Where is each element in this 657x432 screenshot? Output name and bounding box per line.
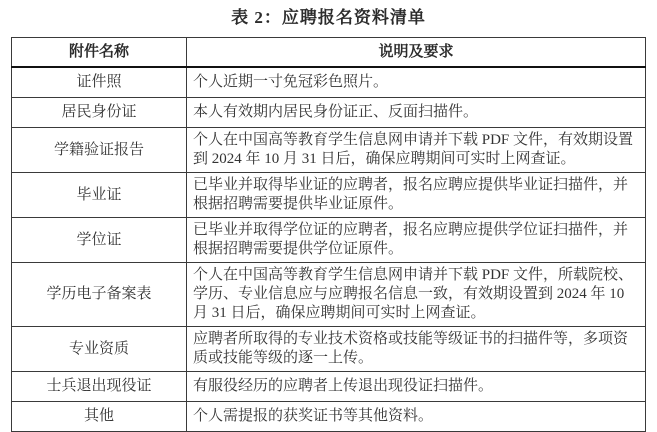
table-body xyxy=(12,67,646,432)
description-cell: 个人在中国高等教育学生信息网申请并下载 PDF 文件，有效期设置到 2024 年 10 月 31 日后，确保应聘期间可实时上网查证。 xyxy=(187,128,646,173)
attachment-name-cell: 士兵退出现役证 xyxy=(12,372,187,402)
description-cell: 个人近期一寸免冠彩色照片。 xyxy=(187,67,646,98)
attachment-name-cell: 专业资质 xyxy=(12,327,187,372)
header-description: 说明及要求 xyxy=(187,38,646,68)
table-row xyxy=(12,98,646,128)
attachment-name-cell: 其他 xyxy=(12,402,187,432)
description-cell: 本人有效期内居民身份证正、反面扫描件。 xyxy=(187,98,646,128)
header-row xyxy=(12,38,646,68)
table-row xyxy=(12,67,646,98)
attachment-name-cell: 学历电子备案表 xyxy=(12,263,187,327)
header-attachment-name: 附件名称 xyxy=(12,38,187,68)
description-cell: 个人需提报的获奖证书等其他资料。 xyxy=(187,402,646,432)
table-row xyxy=(12,218,646,263)
table-row xyxy=(12,128,646,173)
table-row xyxy=(12,327,646,372)
materials-table xyxy=(11,37,646,432)
description-cell: 个人在中国高等教育学生信息网申请并下载 PDF 文件，所载院校、学历、专业信息应与应聘报名信息一致，有效期设置到 2024 年 10 月 31 日后，确保应聘期间可实时上网查证。 xyxy=(187,263,646,327)
table-row xyxy=(12,372,646,402)
description-cell: 已毕业并取得学位证的应聘者，报名应聘应提供学位证扫描件，并根据招聘需要提供学位证原件。 xyxy=(187,218,646,263)
description-cell: 已毕业并取得毕业证的应聘者，报名应聘应提供毕业证扫描件，并根据招聘需要提供毕业证原件。 xyxy=(187,173,646,218)
description-cell: 有服役经历的应聘者上传退出现役证扫描件。 xyxy=(187,372,646,402)
attachment-name-cell: 居民身份证 xyxy=(12,98,187,128)
attachment-name-cell: 证件照 xyxy=(12,67,187,98)
attachment-name-cell: 毕业证 xyxy=(12,173,187,218)
description-cell: 应聘者所取得的专业技术资格或技能等级证书的扫描件等，多项资质或技能等级的逐一上传。 xyxy=(187,327,646,372)
table-row xyxy=(12,173,646,218)
attachment-name-cell: 学籍验证报告 xyxy=(12,128,187,173)
table-row xyxy=(12,263,646,327)
table-header xyxy=(12,38,646,68)
table-title: 表 2：应聘报名资料清单 xyxy=(231,8,426,27)
attachment-name-cell: 学位证 xyxy=(12,218,187,263)
table-row xyxy=(12,402,646,432)
